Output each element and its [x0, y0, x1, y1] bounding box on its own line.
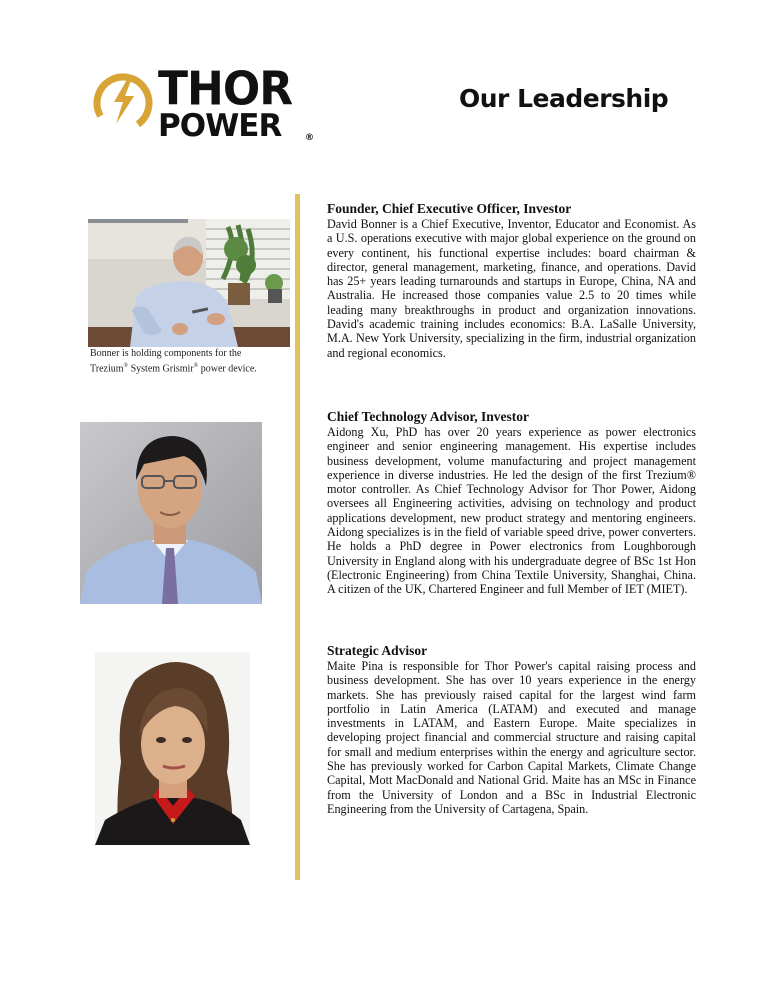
thor-power-logo [88, 62, 320, 146]
logo-text-power: POWER [158, 108, 282, 144]
photo-caption-bonner: Bonner is holding components for the Trezium® System Grismir® power device. [90, 348, 257, 375]
page-title: Our Leadership [459, 84, 669, 113]
leader-role-cto: Chief Technology Advisor, Investor [327, 409, 530, 424]
leader-role-strategic: Strategic Advisor [327, 643, 428, 658]
leader-section-cto [327, 409, 696, 597]
leader-section-strategic [327, 643, 696, 816]
leader-bio-cto: Aidong Xu, PhD has over 20 years experience as power electronics engineer and senior engineering management. His expertise includes business development, volume manufacturing and project management experience in diverse industries. He led the design of the first Trezium® motor controller. As Chief Technology Advisor for Thor Power, Aidong oversees all Engineering activities, advising on technology and product applications development, new product strategy and mentoring engineers. Aidong specializes is in the field of variable speed drive, power converters. He holds a PhD degree in Power electronics from Loughborough University in England along with his undergraduate degree of BSc 1st Hon (Electronic Engineering) from China Textile University, Shanghai, China. A citizen of the UK, Chartered Engineer and full Member of IET (MIET). [327, 425, 696, 597]
logo-wordmark [158, 62, 314, 144]
logo-text-thor: THOR [158, 62, 293, 117]
gold-divider [295, 194, 300, 880]
leader-section-founder [327, 201, 696, 360]
leader-bio-founder: David Bonner is a Chief Executive, Inventor, Educator and Economist. As a U.S. operations executive with major global experience on the ground on every continent, his functional expertise includes: board chairman & director, general management, marketing, finance, and operations. David has 25+ years leading turnarounds and startups in Europe, China, NA and Australia. He increased those companies value 2.5 to 20 times while leading many breakthroughs in product and organization innovations. David's academic training includes economics: B.A. LaSalle University, M.A. New York University, specializing in the firm, industrial organization and regional economics. [327, 217, 696, 360]
logo-registered-mark: ® [305, 133, 314, 143]
leader-role-founder: Founder, Chief Executive Officer, Investor [327, 201, 572, 216]
photo-david-bonner [88, 219, 290, 347]
photo-maite-pina [95, 652, 250, 845]
leader-bio-strategic: Maite Pina is responsible for Thor Power's capital raising process and business development. She has over 10 years experience in the energy markets. She has previously raised capital for the largest wind farm portfolio in Latin America (LATAM) and executed and manage investments in LATAM, and Eastern Europe. Maite specializes in developing project financial and commercial structure and raising capital for small and medium enterprises within the energy and agriculture sector. She has previously worked for Carbon Capital Markets, Climate Change Capital, Mott MacDonald and National Grid. Maite has an MSc in Finance from the University of London and a BSc in Industrial Electronic Engineering from the University of Cartagena, Spain. [327, 659, 696, 816]
photo-aidong-xu [80, 422, 262, 604]
lightning-bolt-logo-icon [92, 72, 154, 134]
